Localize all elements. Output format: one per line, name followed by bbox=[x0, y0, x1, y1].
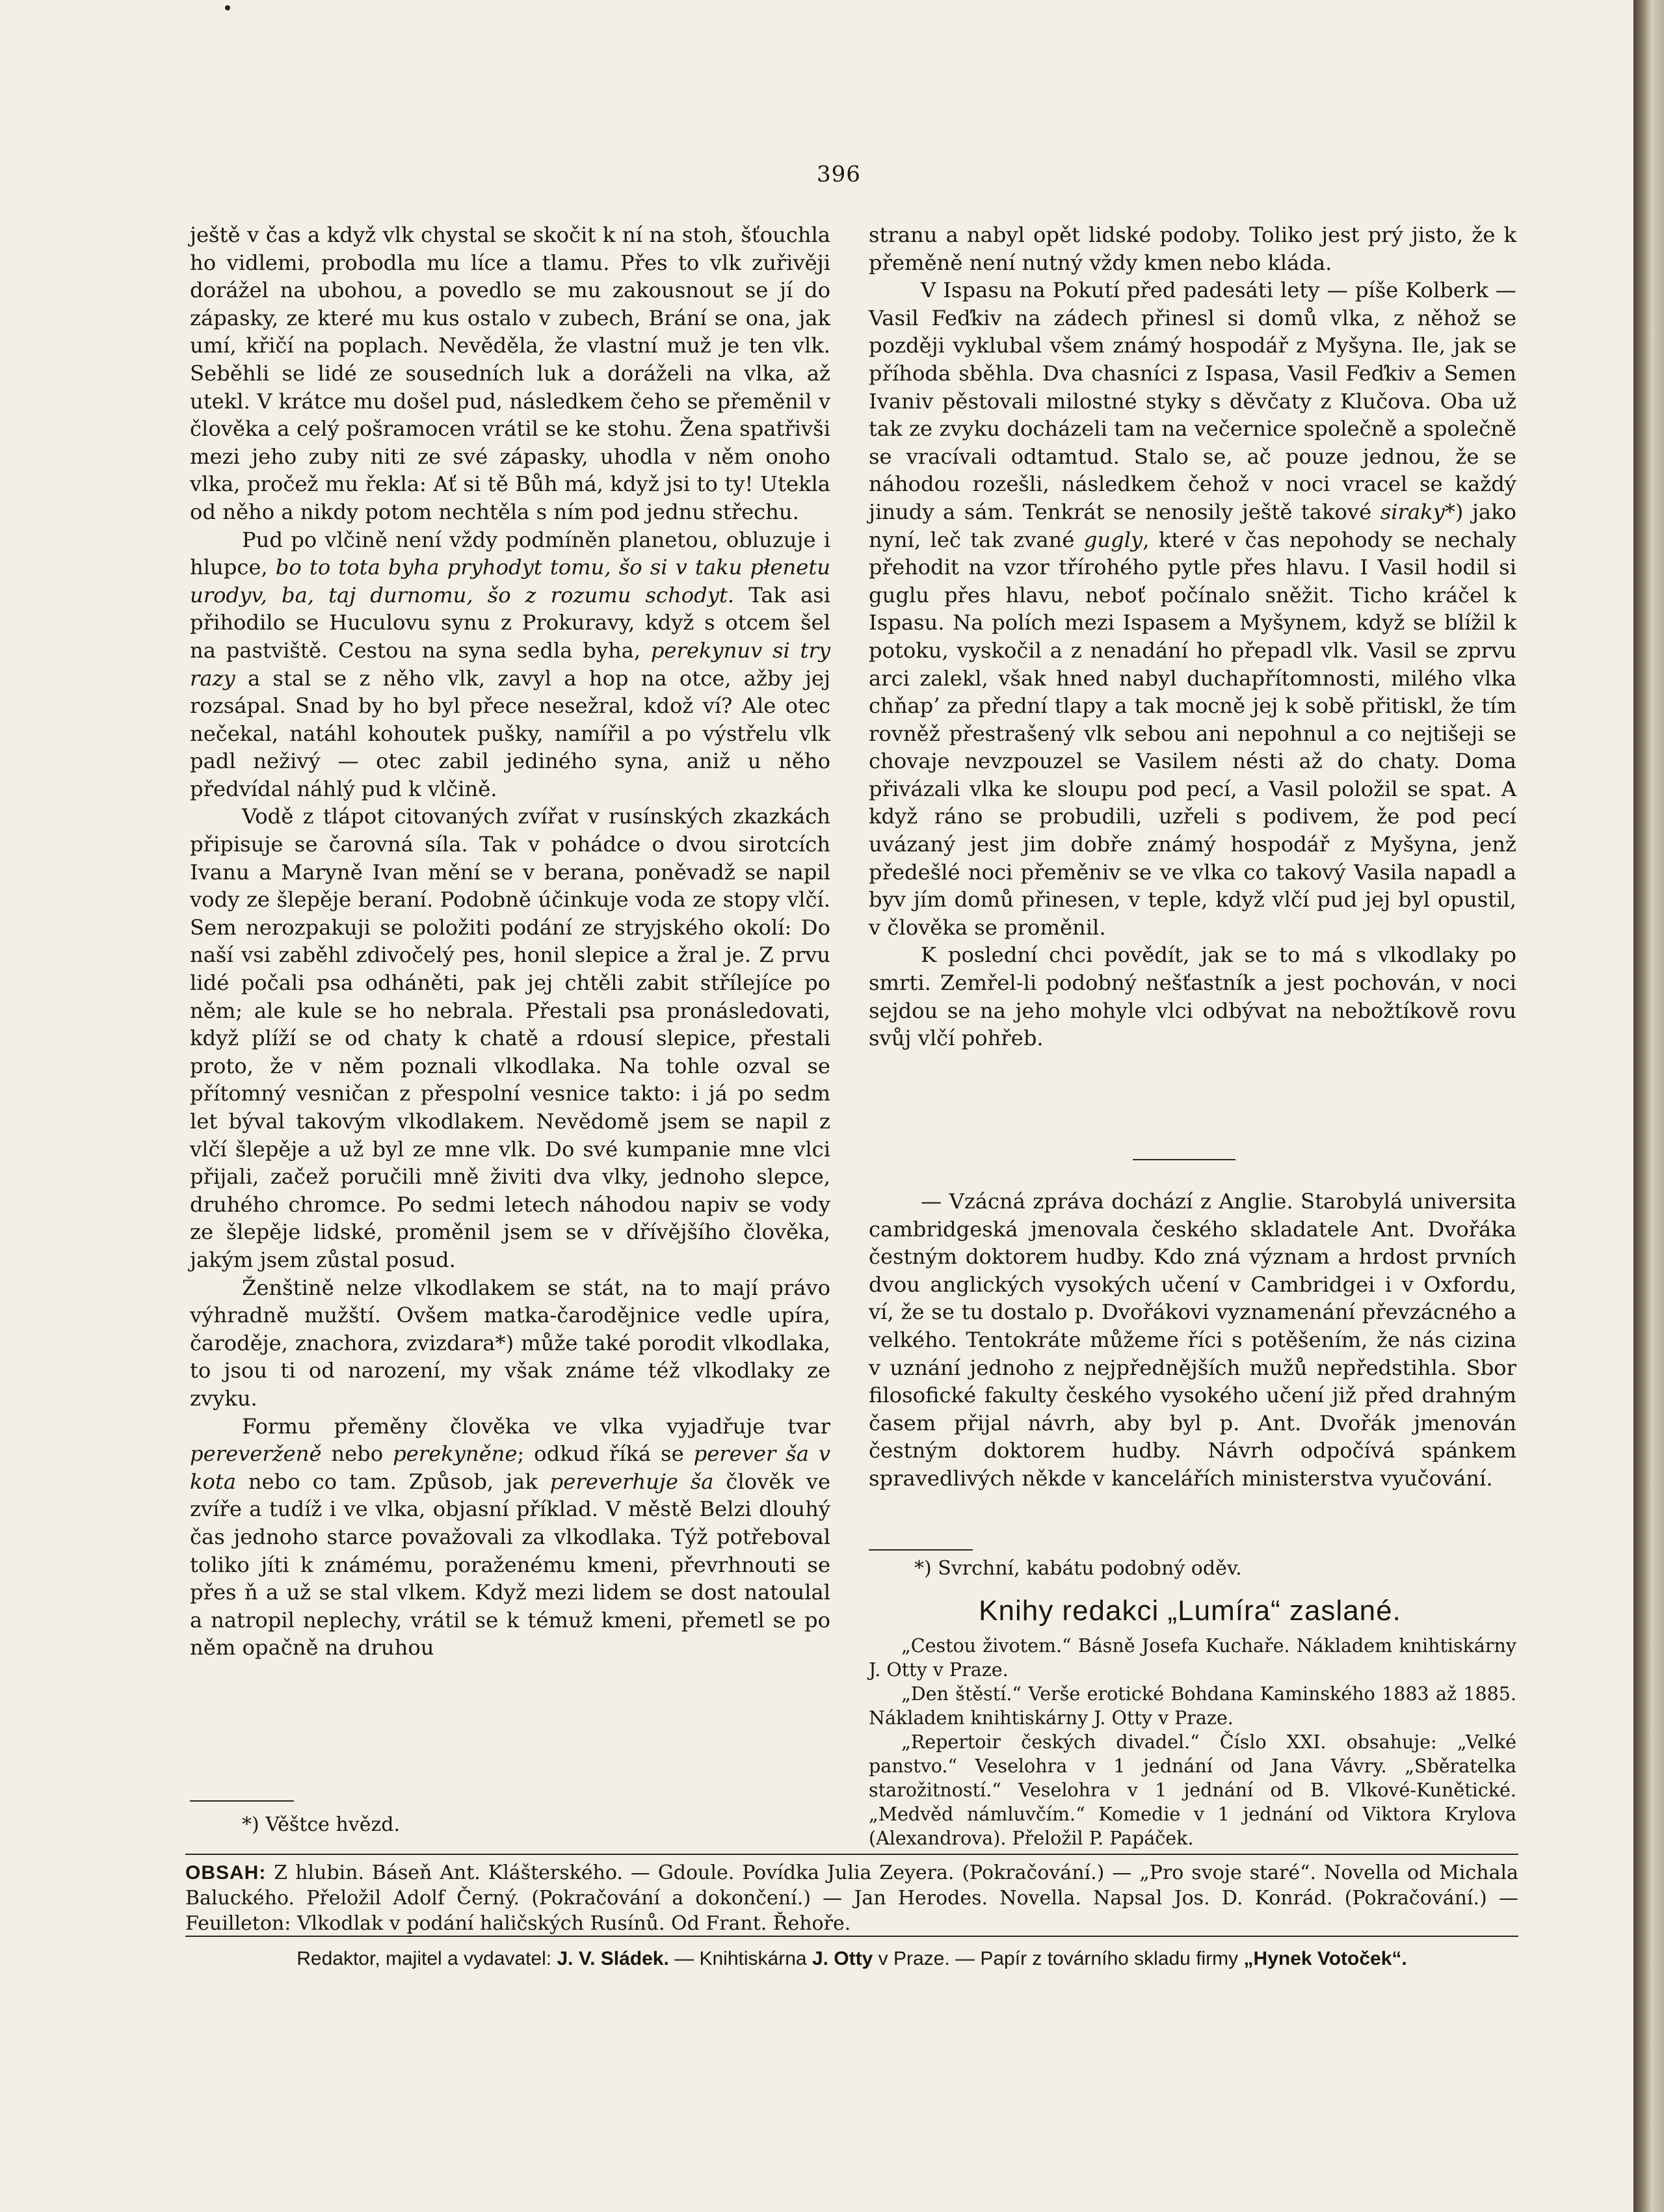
italic-text: pereverženě bbox=[190, 1441, 322, 1467]
printer-name: J. Otty bbox=[812, 1948, 873, 1969]
news-text: — Vzácná zpráva dochází z Anglie. Starobylá universita cambridgeská jmenovala českého skladatele Ant. Dvořáka čestným doktorem hudby. Kdo zná význam a hrdost prvních dvou anglických vysokých učení v Cambridgei i v Oxfordu, ví, že se tu dostalo p. Dvořákovi vyznamenání převzácného a velkého. Tentokráte můžeme říci s potěšením, že nás cizina v uznání jednoho z nejpřednějších mužů nepředstihla. Sbor filosofické fakulty českého vysokého učení již před drahným časem přijal návrh, aby byl p. Ant. Dvořák jmenován čestným doktorem hudby. Návrh odpočívá spánkem spravedlivých někde v kancelářích ministerstva vyučování. bbox=[869, 1189, 1516, 1491]
text-run: Tak asi přihodilo se Huculovu synu z Prokuravy, když s otcem šel na pastviště. Cestou na syna sedla byha, bbox=[190, 582, 830, 663]
table-of-contents bbox=[185, 1860, 1518, 1936]
imprint-line bbox=[185, 1946, 1518, 1972]
right-column bbox=[869, 221, 1516, 1052]
printer-pre: — Knihtiskárna bbox=[674, 1948, 807, 1969]
paragraph bbox=[869, 941, 1516, 1052]
section-separator bbox=[1133, 1159, 1235, 1160]
text-run: Ženštině nelze vlkodlakem se stát, na to mají právo výhradně mužští. Ovšem matka-čarodějnice vedle upíra, čaroděje, znachora, zvizdara*) může také porodit vlkodlaka, to jsou ti od narození, my však známe též vlkodlaky ze zvyku. bbox=[190, 1275, 830, 1411]
italic-text: perekyněne bbox=[393, 1441, 518, 1467]
text-run: stranu a nabyl opět lidské podoby. Toliko jest prý jisto, že k přeměně není nutný vždy kmen nebo kláda. bbox=[869, 222, 1516, 275]
italic-text: bo to tota byha pryhodyt tomu, šo si v taku płenetu urodyv, ba, taj durnomu, šo z rozumu schodyt. bbox=[190, 555, 830, 607]
text-run: ; odkud říká se bbox=[517, 1441, 694, 1467]
editor-name: J. V. Sládek. bbox=[557, 1948, 669, 1969]
left-footnote: *) Věštce hvězd. bbox=[242, 1813, 401, 1836]
right-footnote: *) Svrchní, kabátu podobný oděv. bbox=[914, 1557, 1242, 1580]
book-entry: „Den štěstí.“ Verše erotické Bohdana Kaminského 1883 až 1885. Nákladem knihtiskárny J. Otty v Praze. bbox=[869, 1683, 1516, 1729]
text-run: nebo bbox=[321, 1441, 393, 1467]
text-run: , které v čas nepohody se nechaly přehodit na vzor třírohého pytle přes hlavu. I Vasil hodil si guglu přes hlavu, neboť počínalo sněžit. Ticho kráčel k Ispasu. Na polích mezi Ispasem a Myšynem, když se blížil k potoku, vyskočil a z nenadání ho přepadl vlk. Vasil se zprvu arci zalekl, však hned nabyl duchapřítomnosti, milého vlka chňap’ za přední tlapy a tak mocně jej k sobě přitiskl, že tím rovněž přestrašený vlk sebou ani nepohnul a co nejtišeji se chovaje nevzpouzel se Vasilem nésti až do chaty. Doma přivázali vlka ke sloupu pod pecí, a Vasil položil se spat. A když ráno se probudili, uzřeli s podivem, že pod pecí uvázaný jest jim dobře známý hospodář z Myšyna, jenž předešlé noci přeměniv se ve vlka co takový Vasila napadl a byv jím domů přinesen, v teple, když vlčí pud jej byl opustil, v člověka se proměnil. bbox=[869, 527, 1516, 940]
left-footnote-rule bbox=[190, 1800, 294, 1802]
text-run: Formu přeměny člověka ve vlka vyjadřuje tvar bbox=[242, 1413, 830, 1439]
books-heading: Knihy redakci „Lumíra“ zaslané. bbox=[979, 1595, 1401, 1627]
book-entry: „Repertoir českých divadel.“ Číslo XXI. obsahuje: „Velké panstvo.“ Veselohra v 1 jednání od Jana Vávry. „Sběratelka starožitností.“ Veselohra v 1 jednání od B. Vlkové-Kunětické. „Medvěd námluvčím.“ Komedie v 1 jednání od Viktora Krylova (Alexandrova). Přeložil P. Papáček. bbox=[869, 1731, 1516, 1849]
book-entry: „Cestou životem.“ Básně Josefa Kuchaře. Nákladem knihtiskárny J. Otty v Praze. bbox=[869, 1635, 1516, 1681]
imprint-top-rule bbox=[185, 1936, 1518, 1937]
binding-gutter bbox=[1633, 0, 1664, 2212]
text-run: Vodě z tlápot citovaných zvířat v rusínských zkazkách připisuje se čarovná síla. Tak v pohádce o dvou sirotcích Ivanu a Maryně Ivan mění se v berana, poněvadž se napil vody ze šlepěje beraní. Podobně účinkuje voda ze stopy vlčí. Sem nerozpakuji se položiti podání ze stryjského okolí: Do naší vsi zaběhl zdivočelý pes, honil slepice a žral je. Z prvu lidé počali psa odháněti, pak jej chtěli zabit střílejíce po něm; ale kule se ho nebrala. Přestali psa pronásledovati, když plíží se od chaty k chatě a rdousí slepice, přestali proto, že v něm poznali vlkodlaka. Na tohle ozval se přítomný vesničan z přespolní vesnice takto: i já po sedm let býval takovým vlkodlakem. Nevědomě jsem se napil z vlčí šlepěje a už byl ze mne vlk. Do své kumpanie mne vlci přijali, začež poručili mně živiti dva vlky, jednoho slepce, druhého chromce. Po sedmi letech náhodou napiv se vody ze šlepěje lidské, proměnil jsem se v dřívějšího člověka, jakým jsem zůstal posud. bbox=[190, 804, 830, 1272]
paragraph bbox=[869, 276, 1516, 941]
page-number: 396 bbox=[817, 161, 861, 187]
ink-speck bbox=[225, 5, 230, 10]
contents-top-rule bbox=[185, 1854, 1518, 1855]
right-footnote-rule bbox=[869, 1549, 973, 1551]
paragraph bbox=[190, 526, 830, 803]
text-run: K poslední chci povědít, jak se to má s vlkodlaky po smrti. Zemřel-li podobný nešťastník a jest pochován, v noci sejdou se na jeho mohyle vlci odbývat na nebožtíkově rovu svůj vlčí pohřeb. bbox=[869, 942, 1516, 1051]
paper-firm: „Hynek Votoček“. bbox=[1243, 1948, 1407, 1969]
printer-post: v Praze. — Papír z továrního skladu firmy bbox=[878, 1948, 1239, 1969]
received-books-list bbox=[869, 1634, 1516, 1850]
italic-text: pereverhuje ša bbox=[549, 1469, 714, 1494]
contents-label: OBSAH: bbox=[185, 1862, 267, 1884]
left-column bbox=[190, 221, 830, 1662]
italic-text: perekynuv si try razy bbox=[190, 637, 831, 691]
editor-label: Redaktor, majitel a vydavatel: bbox=[297, 1948, 552, 1969]
text-run: Pud po vlčině není vždy podmíněn planetou, obluzuje i hlupce, bbox=[190, 527, 830, 580]
news-paragraph bbox=[869, 1188, 1516, 1493]
text-run: *) jako nyní, leč tak zvané bbox=[869, 499, 1516, 552]
italic-text: gugly bbox=[1083, 527, 1143, 552]
paragraph bbox=[869, 221, 1516, 276]
paragraph bbox=[190, 803, 830, 1273]
paragraph bbox=[190, 221, 830, 526]
paragraph bbox=[190, 1413, 830, 1662]
text-run: ještě v čas a když vlk chystal se skočit k ní na stoh, šťouchla ho vidlemi, probodla mu líce a tlamu. Přes to vlk zuřivěji dorážel na ubohou, a povedlo se mu zakousnout se jí do zápasky, ze které mu kus ostalo v zubech, Brání se ona, jak umí, křičí na poplach. Nevěděla, že vlastní muž je ten vlk. Seběhli se lidé ze sousedních luk a doráželi na vlka, až utekl. V krátce mu došel pud, následkem čeho se přeměnil v člověka a celý pošramocen vrátil se ke stohu. Žena spatřivši mezi jeho zuby niti ze své zápasky, uhodla v něm onoho vlka, pročež mu řekla: Ať si tě Bůh má, když jsi to ty! Utekla od něho a nikdy potom nechtěla s ním pod jednu střechu. bbox=[190, 222, 830, 524]
italic-text: siraky bbox=[1380, 499, 1445, 524]
text-run: V Ispasu na Pokutí před padesáti lety — píše Kolberk — Vasil Feďkiv na zádech přinesl si domů vlka, z něhož se později vyklubal všem známý hospodář z Myšyna. Ile, jak se příhoda sběhla. Dva chasníci z Ispasa, Vasil Feďkiv a Semen Ivaniv pěstovali milostné styky s děvčaty z Klučova. Oba už tak ze zvyku docházeli tam na večernice společně a společně se vracívali odtamtud. Stalo se, ač pouze jednou, že se náhodou rozešli, následkem čehož v noci vracel se každý jinudy a sám. Tenkrát se nenosily ještě takové bbox=[869, 278, 1516, 524]
contents-text: Z hlubin. Báseň Ant. Klášterského. — Gdoule. Povídka Julia Zeyera. (Pokračování.) — „Pro svoje staré“. Novella od Michala Baluckého. Přeložil Adolf Černý. (Pokračování a dokončení.) — Jan Herodes. Novella. Napsal Jos. D. Konrád. (Pokračování.) — Feuilleton: Vlkodlak v podání haličských Rusínů. Od Frant. Řehoře. bbox=[185, 1861, 1518, 1935]
text-run: nebo co tam. Způsob, jak bbox=[236, 1469, 550, 1494]
italic-text: perever ša v kota bbox=[190, 1441, 830, 1494]
paragraph bbox=[190, 1274, 830, 1413]
text-run: člověk ve zvíře a tudíž i ve vlka, objasní příklad. V městě Belzi dlouhý čas jednoho starce považovali za vlkodlaka. Týž potřeboval toliko jíti k známému, poraženému kmeni, převrhnouti se přes ň a už se stal vlkem. Když mezi lidem se dost natoulal a natropil neplechy, vrátil se k témuž kmeni, přemetl se po něm opačně na druhou bbox=[190, 1469, 831, 1660]
text-run: a stal se z něho vlk, zavyl a hop na otce, ažby jej rozsápal. Snad by ho byl přece nesežral, kdož ví? Ale otec nečekal, natáhl kohoutek pušky, namířil a po výstřelu vlk padl neživý — otec zabil jediného syna, aniž u něho předvídal náhlý pud k vlčině. bbox=[190, 665, 830, 801]
